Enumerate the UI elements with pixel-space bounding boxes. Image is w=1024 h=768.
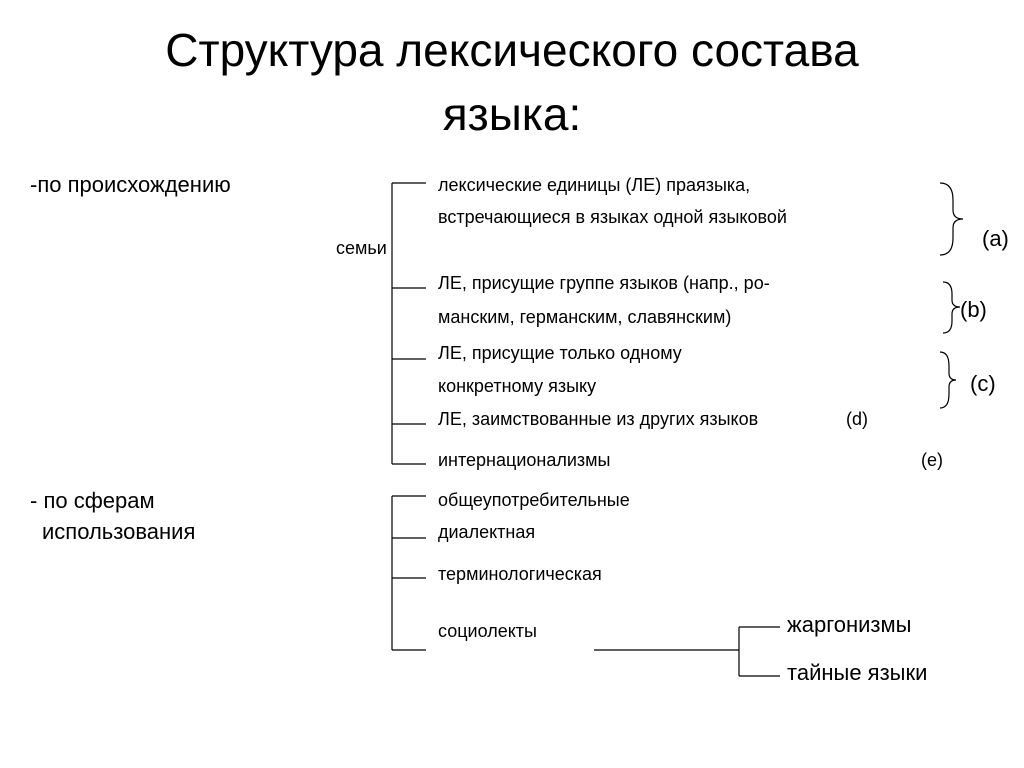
origin-item-2-line-1: ЛЕ, присущие группе языков (напр., ро- bbox=[438, 273, 770, 293]
brace-a bbox=[940, 183, 963, 255]
origin-item-1-line-3: семьи bbox=[336, 238, 387, 258]
origin-item-3-line-1: ЛЕ, присущие только одному bbox=[438, 343, 682, 363]
title-line-1: Структура лексического состава bbox=[165, 24, 859, 76]
origin-item-2-line-2: манским, германским, славянским) bbox=[438, 307, 732, 327]
brace-b bbox=[943, 282, 960, 333]
sphere-label-line-2: использования bbox=[42, 519, 196, 544]
sphere-label-line-1: - по сферам bbox=[30, 488, 155, 513]
sphere-item-4: социолекты bbox=[438, 621, 537, 641]
sphere-item-1: общеупотребительные bbox=[438, 490, 630, 510]
origin-item-3-line-2: конкретному языку bbox=[438, 376, 597, 396]
sphere-item-3: терминологическая bbox=[438, 564, 602, 584]
brace-c bbox=[940, 352, 956, 408]
origin-item-5-tag: (e) bbox=[921, 450, 943, 470]
sociolect-sub-2: тайные языки bbox=[787, 660, 928, 685]
origin-item-1-tag: (a) bbox=[982, 226, 1009, 251]
origin-item-1-line-2: встречающиеся в языках одной языковой bbox=[438, 207, 787, 227]
title-line-2: языка: bbox=[442, 88, 582, 140]
origin-item-3-tag: (c) bbox=[970, 371, 996, 396]
origin-item-4-tag: (d) bbox=[846, 409, 868, 429]
origin-item-1-line-1: лексические единицы (ЛЕ) праязыка, bbox=[438, 175, 751, 195]
origin-item-5-line-1: интернационализмы bbox=[438, 450, 611, 470]
sphere-item-2: диалектная bbox=[438, 522, 536, 542]
origin-label: -по происхождению bbox=[30, 172, 231, 197]
origin-item-4-line-1: ЛЕ, заимствованные из других языков bbox=[438, 409, 759, 429]
sociolect-sub-1: жаргонизмы bbox=[787, 612, 912, 637]
origin-item-2-tag: (b) bbox=[960, 297, 987, 322]
